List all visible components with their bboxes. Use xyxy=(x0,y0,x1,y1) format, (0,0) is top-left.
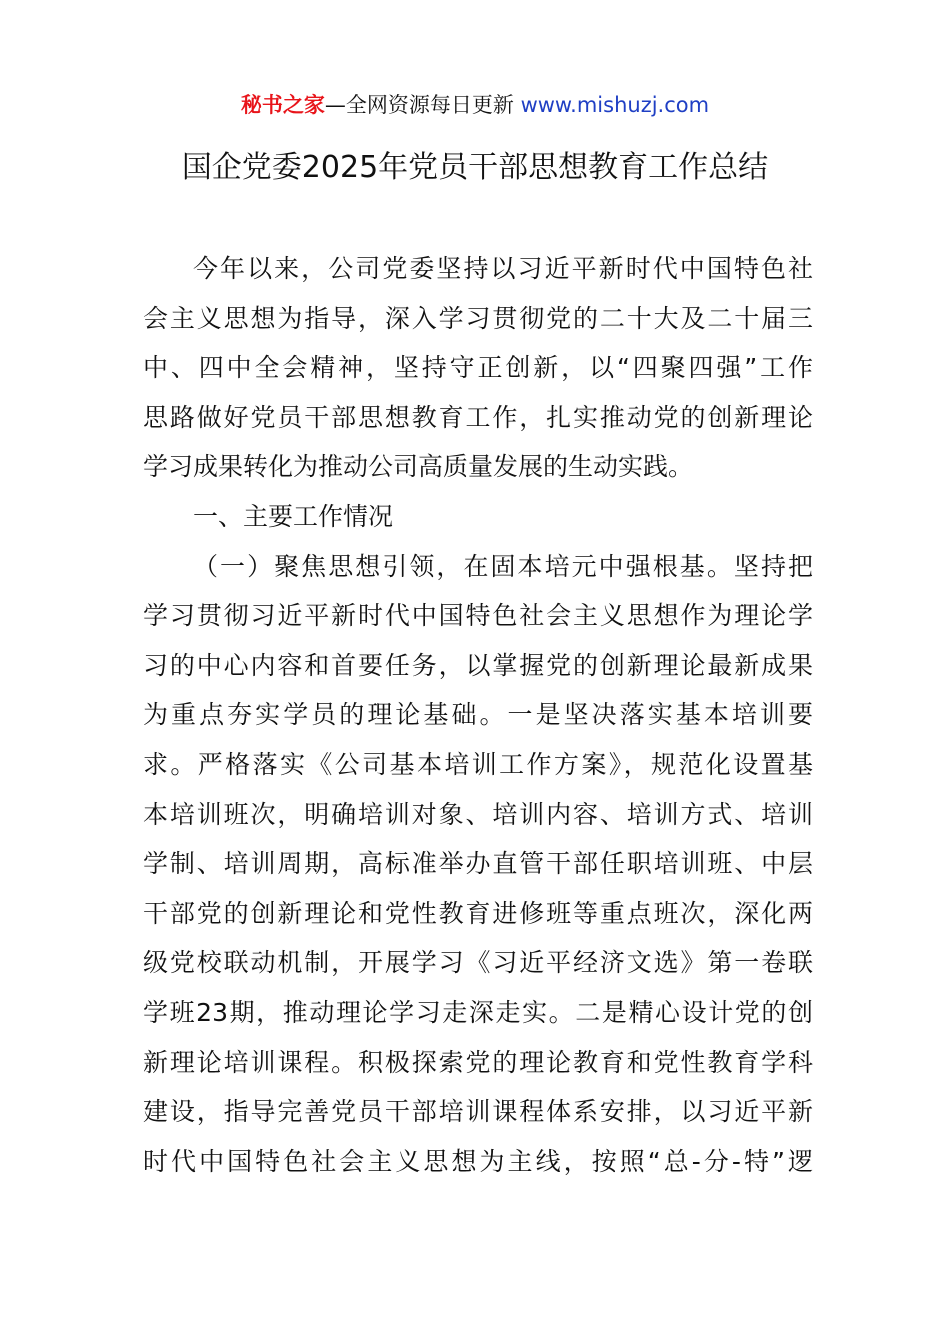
text-line: 干部党的创新理论和党性教育进修班等重点班次，深化两 xyxy=(143,898,813,928)
text-line: 今年以来，公司党委坚持以习近平新时代中国特色社 xyxy=(193,254,813,283)
section-heading: 一、主要工作情况 xyxy=(193,501,394,531)
text-line: （一）聚焦思想引领，在固本培元中强根基。坚持把 xyxy=(193,551,813,581)
site-banner xyxy=(0,88,950,122)
text-line: 中、四中全会精神，坚持守正创新，以“四聚四强”工作 xyxy=(143,353,813,383)
text-line: 级党校联动机制，开展学习《习近平经济文选》第一卷联 xyxy=(143,948,813,978)
text-line: 学班23期，推动理论学习走深走实。二是精心设计党的创 xyxy=(143,997,813,1027)
text-line: 本培训班次，明确培训对象、培训内容、培训方式、培训 xyxy=(143,799,813,829)
banner-tagline: —全网资源每日更新 xyxy=(324,93,514,117)
text-line: 习的中心内容和首要任务，以掌握党的创新理论最新成果 xyxy=(143,650,813,680)
text-line: 建设，指导完善党员干部培训课程体系安排，以习近平新 xyxy=(143,1097,813,1127)
text-line: 思路做好党员干部思想教育工作，扎实推动党的创新理论 xyxy=(143,402,813,432)
text-line: 时代中国特色社会主义思想为主线，按照“总-分-特”逻 xyxy=(143,1146,813,1176)
text-line: 学制、培训周期，高标准举办直管干部任职培训班、中层 xyxy=(143,849,813,879)
text-line: 学习贯彻习近平新时代中国特色社会主义思想作为理论学 xyxy=(143,601,813,631)
text-line: 新理论培训课程。积极探索党的理论教育和党性教育学科 xyxy=(143,1047,813,1077)
text-line: 会主义思想为指导，深入学习贯彻党的二十大及二十届三 xyxy=(143,303,813,333)
document-body xyxy=(143,244,813,1186)
site-url-link[interactable]: www.mishuzj.com xyxy=(520,93,710,117)
text-line: 为重点夯实学员的理论基础。一是坚决落实基本培训要 xyxy=(143,700,813,730)
brand-name: 秘书之家 xyxy=(240,93,325,117)
text-line: 学习成果转化为推动公司高质量发展的生动实践。 xyxy=(143,452,694,482)
text-line: 求。严格落实《公司基本培训工作方案》，规范化设置基 xyxy=(143,749,813,779)
document-title: 国企党委2025年党员干部思想教育工作总结 xyxy=(181,150,769,185)
